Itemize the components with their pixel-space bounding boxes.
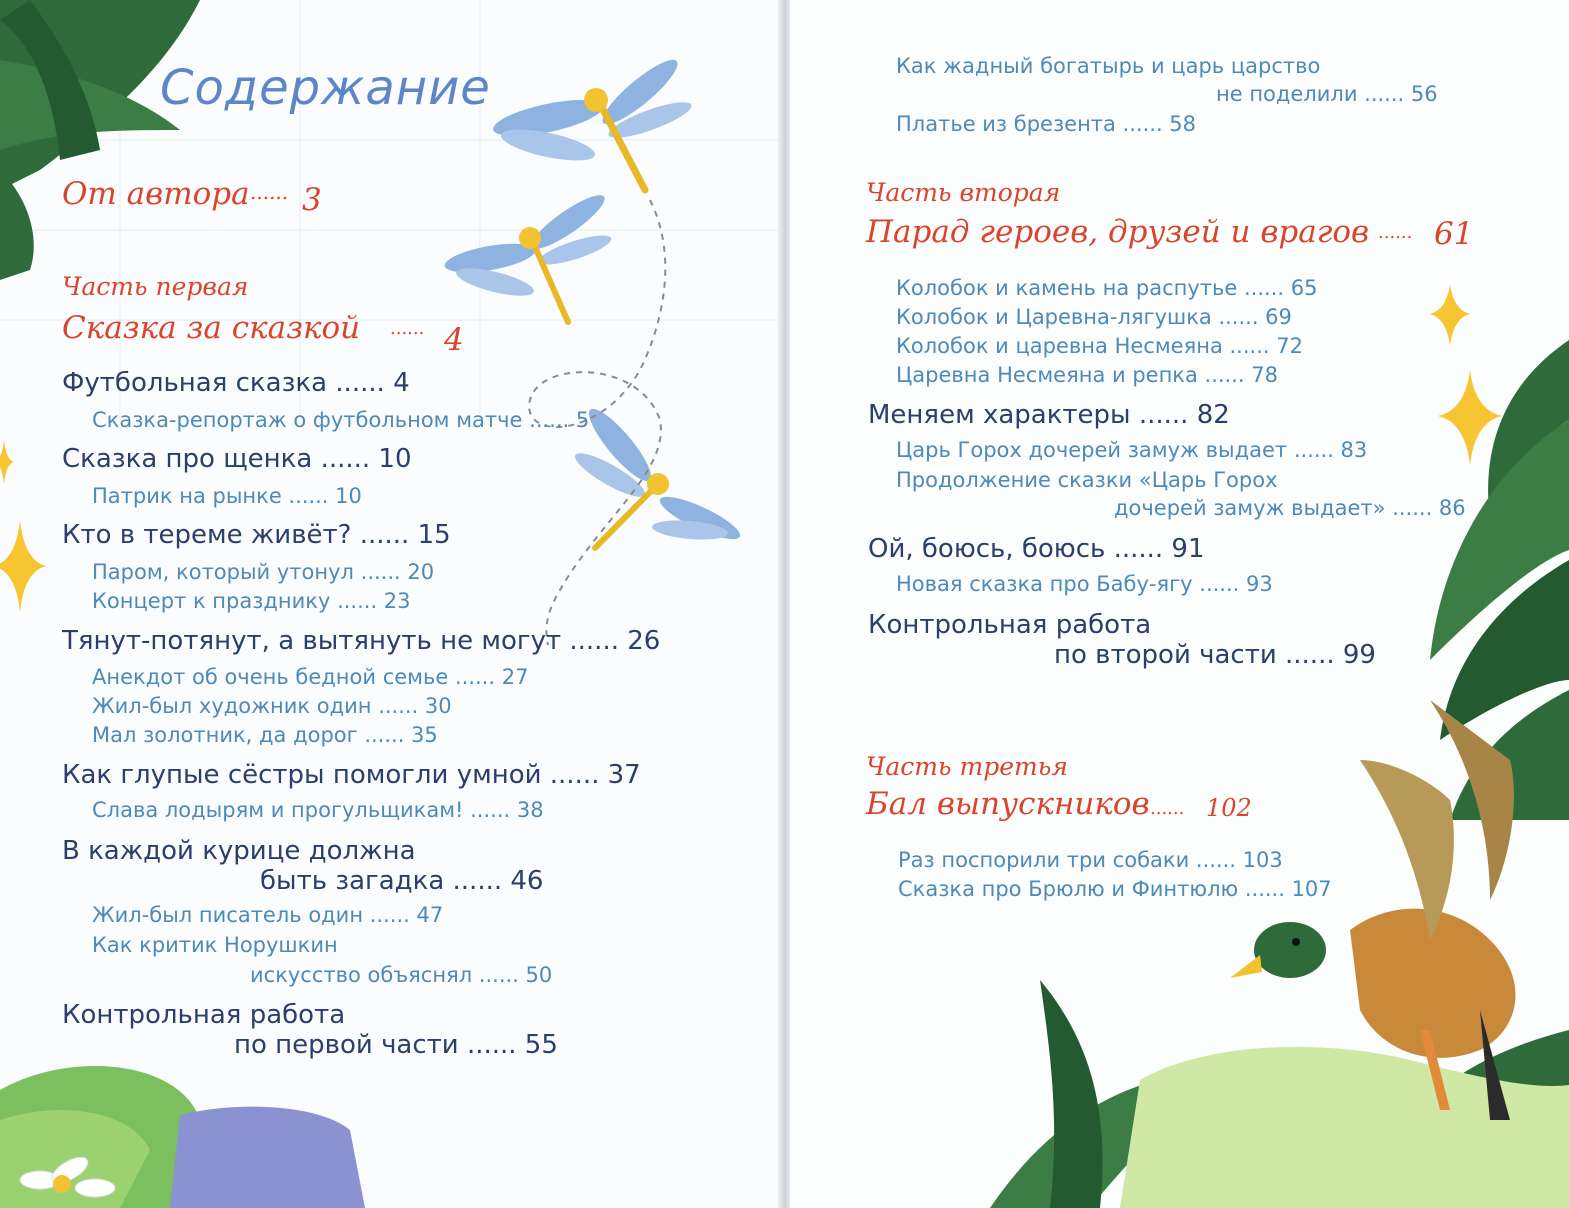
part1-title: Сказка за сказкой	[62, 310, 361, 346]
toc-entry[interactable]: Продолжение сказки «Царь Горох	[896, 468, 1278, 492]
toc-entry[interactable]: Колобок и Царевна-лягушка ...... 69	[896, 305, 1292, 329]
toc-entry[interactable]: Анекдот об очень бедной семье ...... 27	[92, 665, 529, 689]
toc-entry[interactable]: быть загадка ...... 46	[260, 866, 544, 896]
toc-entry[interactable]: по второй части ...... 99	[1054, 640, 1376, 670]
toc-entry[interactable]: Сказка про Брюлю и Финтюлю ...... 107	[898, 877, 1332, 901]
part3-label: Часть третья	[866, 752, 1068, 781]
part3-title: Бал выпускников	[866, 786, 1150, 822]
from-author-page: 3	[302, 182, 322, 218]
from-author-label: От автора	[62, 176, 250, 212]
right-page	[790, 0, 1569, 1208]
toc-entry[interactable]: Колобок и камень на распутье ...... 65	[896, 276, 1318, 300]
dragonfly-icon	[570, 402, 744, 548]
toc-entry[interactable]: Жил-был художник один ...... 30	[92, 694, 452, 718]
toc-entry[interactable]: Меняем характеры ...... 82	[868, 400, 1230, 430]
rock-icon	[170, 1107, 365, 1208]
toc-entry[interactable]: Как жадный богатырь и царь царство	[896, 54, 1321, 78]
toc-entry[interactable]: не поделили ...... 56	[1216, 82, 1438, 106]
toc-entry[interactable]: Контрольная работа	[868, 610, 1152, 640]
toc-entry[interactable]: Царевна Несмеяна и репка ...... 78	[896, 363, 1278, 387]
toc-entry[interactable]: Царь Горох дочерей замуж выдает ...... 83	[896, 438, 1368, 462]
toc-entry[interactable]: Слава лодырям и прогульщикам! ...... 38	[92, 798, 544, 822]
part1-page: 4	[444, 322, 464, 358]
star-icon	[0, 440, 14, 484]
part3-dots: ......	[1150, 798, 1185, 819]
toc-entry[interactable]: Патрик на рынке ...... 10	[92, 484, 362, 508]
toc-entry[interactable]: Мал золотник, да дорог ...... 35	[92, 723, 438, 747]
toc-entry[interactable]: Сказка про щенка ...... 10	[62, 444, 412, 474]
toc-entry[interactable]: по первой части ...... 55	[234, 1030, 558, 1060]
part2-title: Парад героев, друзей и врагов	[866, 214, 1370, 250]
toc-entry[interactable]: Как глупые сёстры помогли умной ...... 37	[62, 760, 641, 790]
toc-entry[interactable]: В каждой курице должна	[62, 836, 416, 866]
toc-entry[interactable]: Ой, боюсь, боюсь ...... 91	[868, 534, 1205, 564]
toc-entry[interactable]: искусство объяснял ...... 50	[250, 963, 553, 987]
part2-page: 61	[1434, 216, 1474, 252]
toc-entry[interactable]: Кто в тереме живёт? ...... 15	[62, 520, 451, 550]
toc-entry[interactable]: Колобок и царевна Несмеяна ...... 72	[896, 334, 1303, 358]
from-author-dots: ......	[250, 180, 289, 204]
part1-label: Часть первая	[62, 272, 249, 301]
part2-dots: ......	[1378, 222, 1413, 243]
contents-title: Содержание	[160, 60, 491, 116]
toc-entry[interactable]: Как критик Норушкин	[92, 933, 338, 957]
star-icon	[1430, 285, 1470, 345]
toc-entry[interactable]: Жил-был писатель один ...... 47	[92, 903, 444, 927]
toc-entry[interactable]: Футбольная сказка ...... 4	[62, 368, 410, 398]
part1-dots: ......	[390, 318, 425, 339]
toc-entry[interactable]: дочерей замуж выдает» ...... 86	[1114, 496, 1466, 520]
dragonfly-icon	[443, 188, 614, 322]
part3-page: 102	[1206, 794, 1252, 822]
toc-entry[interactable]: Платье из брезента ...... 58	[896, 112, 1197, 136]
toc-entry[interactable]: Паром, который утонул ...... 20	[92, 560, 435, 584]
toc-entry[interactable]: Контрольная работа	[62, 1000, 346, 1030]
part2-label: Часть вторая	[866, 178, 1061, 207]
toc-entry[interactable]: Новая сказка про Бабу-ягу ...... 93	[896, 572, 1273, 596]
toc-entry[interactable]: Сказка-репортаж о футбольном матче ...... 5	[92, 408, 590, 432]
toc-entry[interactable]: Тянут-потянут, а вытянуть не могут ...... 26	[62, 626, 661, 656]
toc-entry[interactable]: Раз поспорили три собаки ...... 103	[898, 848, 1283, 872]
star-icon	[0, 520, 46, 612]
toc-entry[interactable]: Концерт к празднику ...... 23	[92, 589, 411, 613]
dragonfly-icon	[490, 52, 694, 190]
